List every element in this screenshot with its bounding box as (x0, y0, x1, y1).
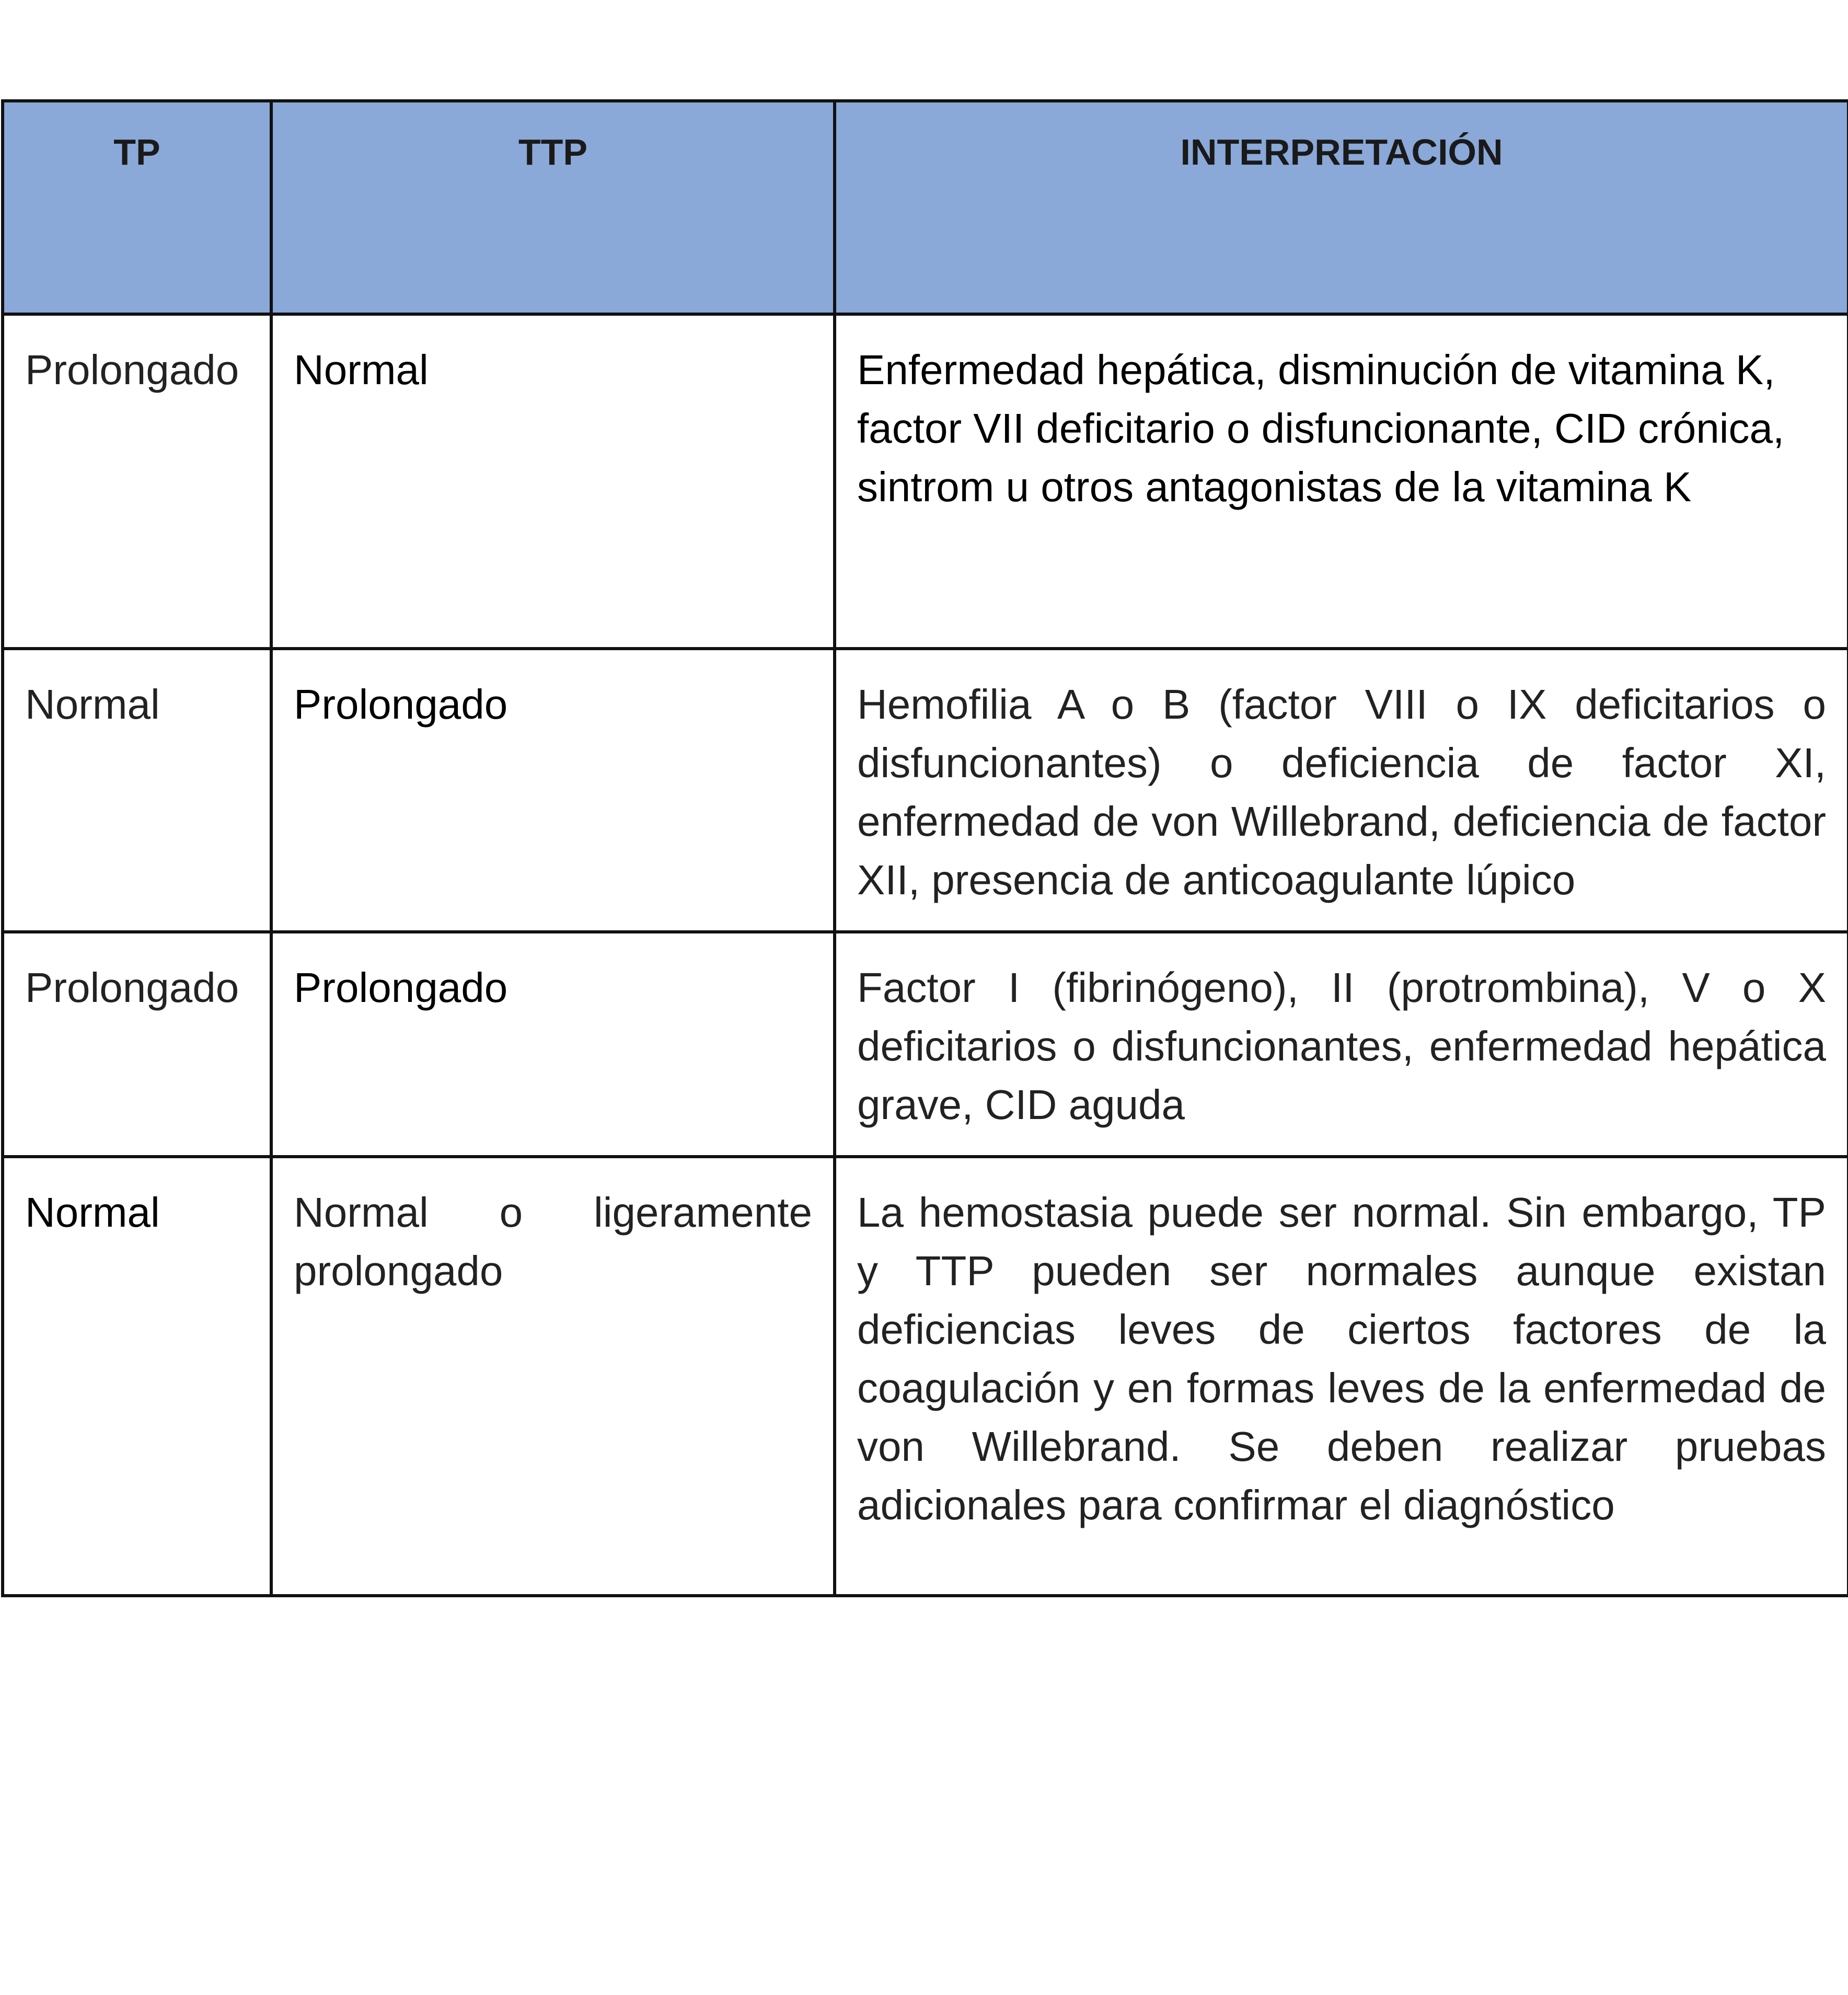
cell-tp: Normal (3, 649, 271, 932)
table-body (3, 314, 1848, 1596)
cell-interpretation: La hemostasia puede ser normal. Sin embargo, TP y TTP pueden ser normales aunque existan deficiencias leves de ciertos factores de la coagulación y en formas leves de la enfermedad de von Willebrand. Se deben realizar pruebas adicionales para confirmar el diagnóstico (835, 1157, 1848, 1596)
coagulation-interpretation-table (1, 99, 1848, 1597)
header-interpretation: INTERPRETACIÓN (835, 101, 1848, 314)
cell-tp: Prolongado (3, 314, 271, 649)
header-row (3, 101, 1848, 314)
cell-ttp: Normal (271, 314, 835, 649)
header-tp: TP (3, 101, 271, 314)
table-row (3, 932, 1848, 1157)
table-row (3, 1157, 1848, 1596)
cell-interpretation: Factor I (fibrinógeno), II (protrombina), V o X deficitarios o disfuncionantes, enfermedad hepática grave, CID aguda (835, 932, 1848, 1157)
cell-ttp: Prolongado (271, 932, 835, 1157)
cell-interpretation: Hemofilia A o B (factor VIII o IX deficitarios o disfuncionantes) o deficiencia de factor XI, enfermedad de von Willebrand, deficiencia de factor XII, presencia de anticoagulante lúpico (835, 649, 1848, 932)
cell-ttp: Prolongado (271, 649, 835, 932)
header-ttp: TTP (271, 101, 835, 314)
cell-tp: Normal (3, 1157, 271, 1596)
table-row (3, 314, 1848, 649)
table-row (3, 649, 1848, 932)
cell-interpretation: Enfermedad hepática, disminución de vitamina K, factor VII deficitario o disfuncionante, CID crónica, sintrom u otros antagonistas de la vitamina K (835, 314, 1848, 649)
cell-tp: Prolongado (3, 932, 271, 1157)
table-header (3, 101, 1848, 314)
cell-ttp: Normal o ligeramente prolongado (271, 1157, 835, 1596)
